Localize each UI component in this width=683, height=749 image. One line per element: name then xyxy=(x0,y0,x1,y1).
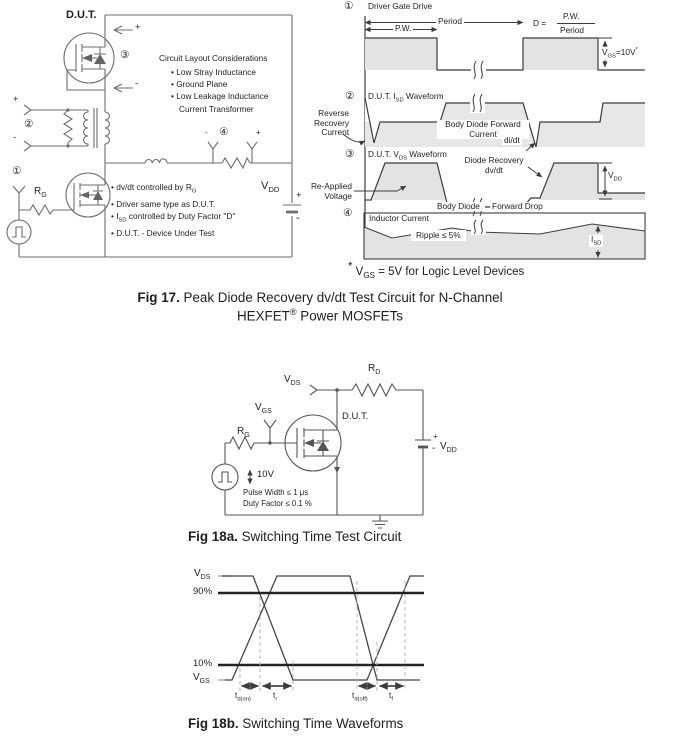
body-diode-label: Body Diode xyxy=(437,201,480,211)
diode-recovery-label: Diode Recovery dv/dt xyxy=(464,155,524,175)
p90-label: 90% xyxy=(193,586,213,597)
reverse-recovery-label: Reverse Recovery Current xyxy=(313,108,349,138)
layout-item: • Low Leakage Inductance xyxy=(171,91,269,102)
td-on-label: $t_{d(on)}$ xyxy=(235,690,251,703)
isd-label: $I_{SD}$ xyxy=(591,234,602,247)
sense-plus-label: + xyxy=(256,128,261,137)
forward-drop-label: Forward Drop xyxy=(492,201,543,211)
marker-4: ④ xyxy=(219,126,229,138)
wf1-title: Driver Gate Drive xyxy=(368,1,433,11)
probe-plus-label: + xyxy=(135,22,141,33)
layout-item-cont: Current Transformer xyxy=(179,103,254,114)
fig18b-caption: Fig 18b. Switching Time Waveforms xyxy=(188,716,404,731)
battery-minus-18a: - xyxy=(432,443,436,454)
battery-plus-label: + xyxy=(296,190,302,201)
p10-label: 10% xyxy=(193,658,213,669)
xfmr-plus-label: + xyxy=(13,94,19,105)
probe-minus-label: - xyxy=(135,78,139,89)
fig18a-caption: Fig 18a. Switching Time Test Circuit xyxy=(188,529,402,544)
body-diode-current-label: Body Diode Forward Current xyxy=(437,120,529,139)
tf-label: $t_f$ xyxy=(389,690,393,703)
wf4-title: Inductor Current xyxy=(369,213,429,223)
wf2-title: D.U.T. $I_{SD}$ Waveform xyxy=(368,91,444,104)
pulse-width-label: Pulse Width ≤ 1 μs xyxy=(243,488,309,497)
vgs-label-18b: $V_{GS}$ xyxy=(193,672,210,685)
wf-marker-1: ① xyxy=(344,0,354,12)
circuit-notes xyxy=(111,181,235,239)
wf3-title: D.U.T. $V_{DS}$ Waveform xyxy=(368,149,447,162)
vdd-wave-label: $V_{DD}$ xyxy=(608,170,622,183)
didt-label: di/dt xyxy=(504,135,520,145)
tr-label: $t_r$ xyxy=(273,690,278,703)
fig17-caption-line2: HEXFET® Power MOSFETs xyxy=(237,307,403,324)
marker-1: ① xyxy=(12,165,22,177)
v10-label: 10V xyxy=(257,469,274,480)
duty-factor-label: Duty Factor ≤ 0.1 % xyxy=(243,499,312,508)
wf-marker-4: ④ xyxy=(343,207,353,219)
note-line: • D.U.T. - Device Under Test xyxy=(111,227,215,238)
marker-2: ② xyxy=(24,118,34,130)
vgs-10v-label: $V_{GS}=10V^*$ xyxy=(602,46,638,60)
wf-marker-2: ② xyxy=(345,90,355,102)
wf-marker-3: ③ xyxy=(345,148,355,160)
xfmr-minus-label: - xyxy=(13,132,17,143)
vgs-label-18a: $V_{GS}$ xyxy=(255,402,272,415)
period-label: Period xyxy=(438,16,462,26)
vdd-label: $V_{DD}$ xyxy=(261,180,280,195)
duty-denominator: Period xyxy=(560,25,584,35)
fig17-caption-line1: Fig 17. Peak Diode Recovery dv/dt Test Circuit for N-Channel xyxy=(137,290,503,305)
rg-label: $R_G$ xyxy=(34,186,47,199)
vds-label-18a: $V_{DS}$ xyxy=(284,374,301,387)
rg-label-18a: $R_G$ xyxy=(237,426,250,439)
sense-minus-label: - xyxy=(205,128,208,137)
note-line: • $I_{SD}$ controlled by Duty Factor "D" xyxy=(111,210,236,224)
vds-label-18b: $V_{DS}$ xyxy=(194,568,211,581)
note-line: • Driver same type as D.U.T. xyxy=(111,198,216,209)
rd-label: $R_D$ xyxy=(368,363,381,376)
dut-label-18a: D.U.T. xyxy=(342,411,369,422)
note-line: • dv/dt controlled by $R_G$ xyxy=(111,182,197,195)
battery-plus-18a: + xyxy=(433,431,438,441)
ripple-label: Ripple ≤ 5% xyxy=(411,230,466,241)
layout-list xyxy=(171,66,268,115)
dut-label: D.U.T. xyxy=(66,9,97,21)
duty-eq-label: D = xyxy=(533,18,547,28)
marker-3: ③ xyxy=(120,49,130,61)
pw-label: P.W. xyxy=(395,23,412,33)
vdd-label-18a: $V_{DD}$ xyxy=(440,441,457,454)
layout-item: • Ground Plane xyxy=(171,79,228,90)
td-off-label: $t_{d(off)}$ xyxy=(352,690,368,703)
battery-minus-label: - xyxy=(296,212,300,224)
reapplied-voltage-label: Re-Applied Voltage xyxy=(310,181,352,201)
footnote: * $V_{GS} = 5V$ for Logic Level Devices xyxy=(348,261,525,281)
fig18b-waveforms xyxy=(218,576,424,691)
layout-item: • Low Stray Inductance xyxy=(171,67,256,77)
layout-title: Circuit Layout Considerations xyxy=(159,53,268,63)
duty-numerator: P.W. xyxy=(563,11,580,21)
